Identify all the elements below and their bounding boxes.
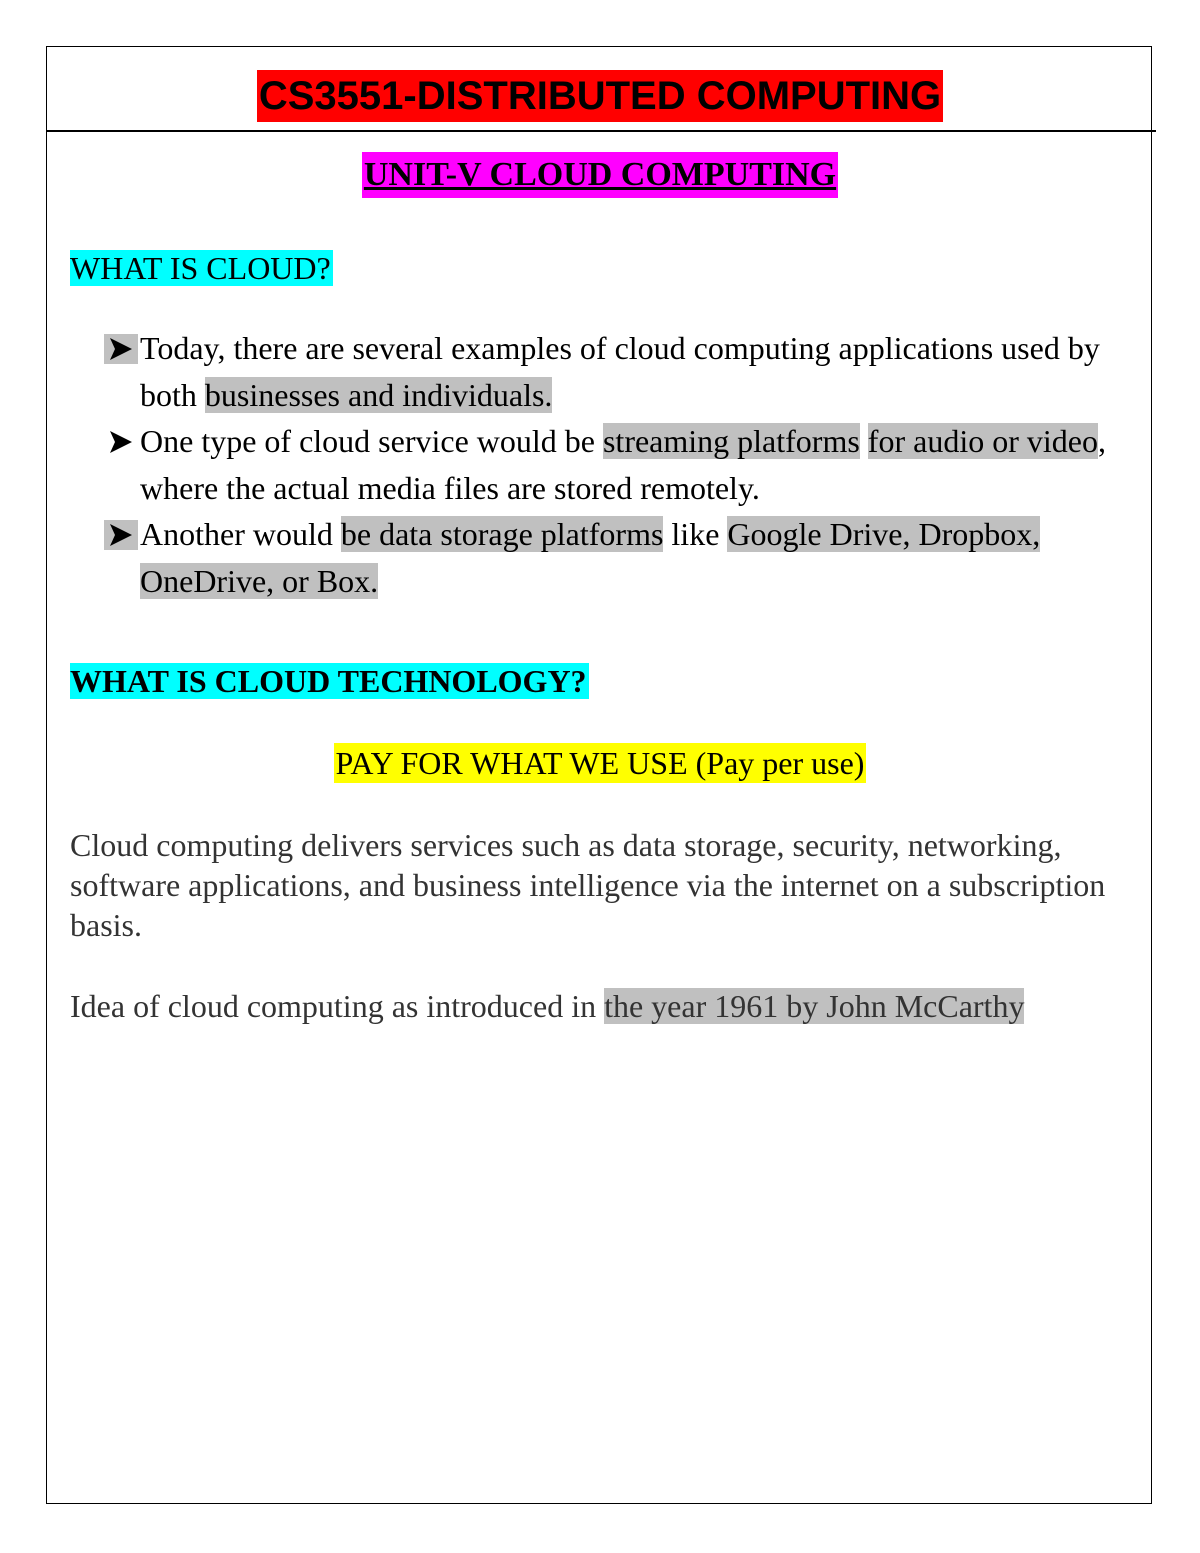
unit-title-container xyxy=(0,152,1200,198)
list-item xyxy=(104,511,1144,604)
pay-per-use-callout: PAY FOR WHAT WE USE (Pay per use) xyxy=(335,745,865,781)
highlighted-text: streaming platforms xyxy=(602,423,860,459)
arrow-bullet-icon xyxy=(104,520,138,550)
bullet-text xyxy=(860,423,868,459)
cloud-history-paragraph xyxy=(70,986,1150,1026)
arrow-bullet-icon xyxy=(104,427,138,457)
bullet-text: like xyxy=(663,516,728,552)
cloud-examples-list xyxy=(104,325,1144,604)
highlighted-text: for audio or video xyxy=(867,423,1098,459)
bullet-text: Another would xyxy=(140,516,341,552)
section-heading-cloud-technology: WHAT IS CLOUD TECHNOLOGY? xyxy=(70,663,587,699)
arrow-bullet-icon xyxy=(104,334,138,364)
cloud-definition-paragraph: Cloud computing delivers services such as data storage, security, networking, software applications, and business intelligence via the internet on a subscription basis. xyxy=(70,827,1106,943)
list-item xyxy=(104,418,1144,511)
bullet-text: Today, there are several examples of cloud computing applications used by both xyxy=(140,330,1100,413)
highlighted-text: Google Drive, Dropbox, OneDrive, or Box. xyxy=(140,516,1041,599)
paragraph-text: Idea of cloud computing as introduced in xyxy=(70,988,605,1024)
pay-per-use-container xyxy=(0,743,1200,783)
header-divider xyxy=(46,130,1156,132)
bullet-text: One type of cloud service would be xyxy=(140,423,603,459)
main-title-container xyxy=(0,70,1200,122)
bullet-text: , where the actual media files are stored remotely. xyxy=(140,423,1106,506)
highlighted-text: the year 1961 by John McCarthy xyxy=(604,988,1025,1024)
highlighted-text: be data storage platforms xyxy=(340,516,664,552)
main-title: CS3551-DISTRIBUTED COMPUTING xyxy=(257,70,943,122)
unit-title: UNIT-V CLOUD COMPUTING xyxy=(362,152,838,198)
list-item xyxy=(104,325,1144,418)
highlighted-text: businesses and individuals. xyxy=(204,376,553,413)
section-heading-what-is-cloud: WHAT IS CLOUD? xyxy=(70,250,331,286)
